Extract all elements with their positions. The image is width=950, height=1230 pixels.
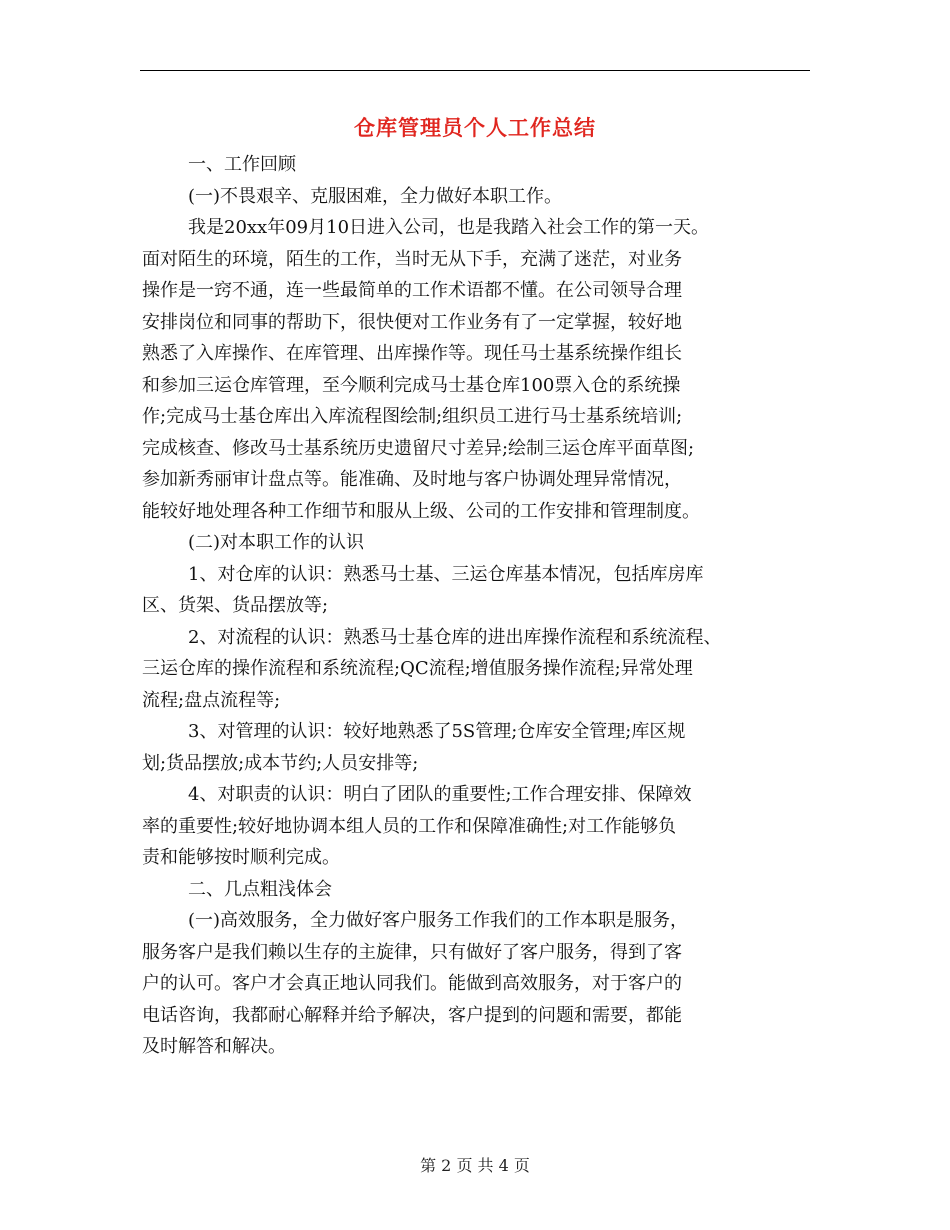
subsection-heading: (一)不畏艰辛、克服困难，全力做好本职工作。: [188, 185, 563, 207]
document-body: [142, 149, 842, 1063]
list-item-line: 4、对职责的认识：明白了团队的重要性;工作合理安排、保障效: [188, 784, 692, 805]
paragraph-line: 电话咨询，我都耐心解释并给予解决，客户提到的问题和需要，都能: [142, 1004, 682, 1026]
paragraph-line: 面对陌生的环境，陌生的工作，当时无从下手，充满了迷茫，对业务: [142, 248, 682, 270]
paragraph-line: 完成核查、修改马士基系统历史遗留尺寸差异;绘制三运仓库平面草图;: [142, 437, 695, 459]
list-item-line: 流程;盘点流程等;: [142, 689, 281, 711]
list-item-line: 率的重要性;较好地协调本组人员的工作和保障准确性;对工作能够负: [142, 815, 677, 837]
section-heading: 一、工作回顾: [188, 154, 296, 175]
list-item-line: 2、对流程的认识：熟悉马士基仓库的进出库操作流程和系统流程、: [188, 626, 722, 648]
section-heading: 二、几点粗浅体会: [188, 878, 332, 900]
list-item-line: 划;货品摆放;成本节约;人员安排等;: [142, 752, 419, 774]
header-rule: [140, 70, 810, 71]
paragraph-line: 参加新秀丽审计盘点等。能准确、及时地与客户协调处理异常情况，: [142, 469, 682, 490]
paragraph-line: 能较好地处理各种工作细节和服从上级、公司的工作安排和管理制度。: [142, 500, 700, 522]
paragraph-line: (一)高效服务，全力做好客户服务工作我们的工作本职是服务，: [188, 910, 689, 931]
paragraph-line: 和参加三运仓库管理，至今顺利完成马士基仓库100票入仓的系统操: [142, 374, 681, 396]
paragraph-line: 及时解答和解决。: [142, 1036, 286, 1057]
list-item-line: 责和能够按时顺利完成。: [142, 847, 340, 868]
paragraph-line: 熟悉了入库操作、在库管理、出库操作等。现任马士基系统操作组长: [142, 343, 682, 364]
paragraph-line: 服务客户是我们赖以生存的主旋律，只有做好了客户服务，得到了客: [142, 941, 682, 963]
list-item-line: 三运仓库的操作流程和系统流程;QC流程;增值服务操作流程;异常处理: [142, 658, 693, 679]
page-number: 第 2 页 共 4 页: [420, 1156, 530, 1175]
document-title: 仓库管理员个人工作总结: [354, 115, 596, 140]
paragraph-line: 作;完成马士基仓库出入库流程图绘制;组织员工进行马士基系统培训;: [142, 406, 683, 427]
list-item-line: 3、对管理的认识：较好地熟悉了5S管理;仓库安全管理;库区规: [188, 721, 686, 742]
paragraph-line: 我是20xx年09月10日进入公司，也是我踏入社会工作的第一天。: [188, 217, 710, 238]
paragraph-line: 操作是一窍不通，连一些最简单的工作术语都不懂。在公司领导合理: [142, 280, 682, 301]
list-item-line: 区、货架、货品摆放等;: [142, 595, 329, 616]
subsection-heading: (二)对本职工作的认识: [188, 532, 365, 553]
list-item-line: 1、对仓库的认识：熟悉马士基、三运仓库基本情况，包括库房库: [188, 563, 704, 585]
paragraph-line: 安排岗位和同事的帮助下，很快便对工作业务有了一定掌握，较好地: [142, 311, 682, 333]
paragraph-line: 户的认可。客户才会真正地认同我们。能做到高效服务，对于客户的: [142, 973, 682, 994]
